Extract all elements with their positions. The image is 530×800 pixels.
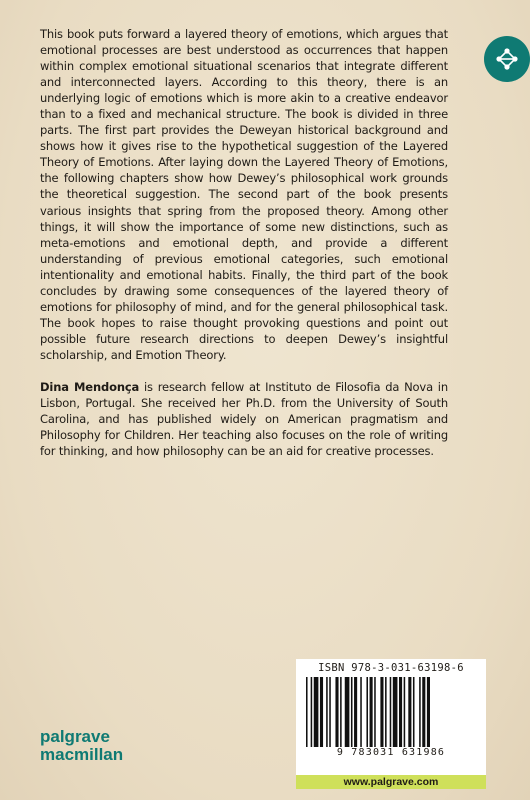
- publisher-logo-line1: palgrave: [40, 727, 110, 746]
- publisher-website: www.palgrave.com: [296, 775, 486, 789]
- barcode-bars: [304, 677, 478, 747]
- book-blurb: This book puts forward a layered theory of emotions, which argues that emotional processes are best understood as occurrences that happen within complex emotional situational scenarios that integrate different and interconnected layers. According to this theory, there is an underlying logic of emotions which is more akin to a creative endeavor than to a fixed and mechanical structure. The book is divided in three parts. The first part provides the Deweyan historical background and shows how it gives rise to the hypothetical suggestion of the Layered Theory of Emotions. After laying down the Layered Theory of Emotions, the following chapters show how Dewey’s philosophical work grounds the theoretical suggestion. The second part of the book presents various insights that spring from the proposed theory. Among other things, it will show the importance of some new distinctions, such as meta-emotions and emotional depth, and provide a different understanding of previous emotional categories, such emotional intentionality and emotional habits. Finally, the third part of the book concludes by drawing some consequences of the layered theory of emotions for philosophy of mind, and for the general philosophical task. The book hopes to raise thought provoking questions and point out possible future research directions to deepen Dewey’s insightful scholarship, and Emotion Theory.: [40, 27, 448, 362]
- barcode-digits: 9 783031 631986: [336, 747, 446, 758]
- back-cover-text: [40, 26, 448, 475]
- publisher-logo: [40, 728, 123, 764]
- network-nodes-icon: [484, 36, 530, 82]
- barcode: [296, 659, 486, 775]
- author-bio-text: is research fellow at Instituto de Filosofia da Nova in Lisbon, Portugal. She received her Ph.D. from the University of South Carolina, and has published widely on American pragmatism and Philosophy for Children. Her teaching also focuses on the role of writing for thinking, and how philosophy can be an aid for creative processes.: [40, 379, 448, 459]
- isbn-label: ISBN 978-3-031-63198-6: [318, 662, 464, 674]
- publisher-logo-line2: macmillan: [40, 745, 124, 764]
- author-name: Dina Mendonça: [40, 379, 140, 394]
- author-bio: [40, 379, 448, 459]
